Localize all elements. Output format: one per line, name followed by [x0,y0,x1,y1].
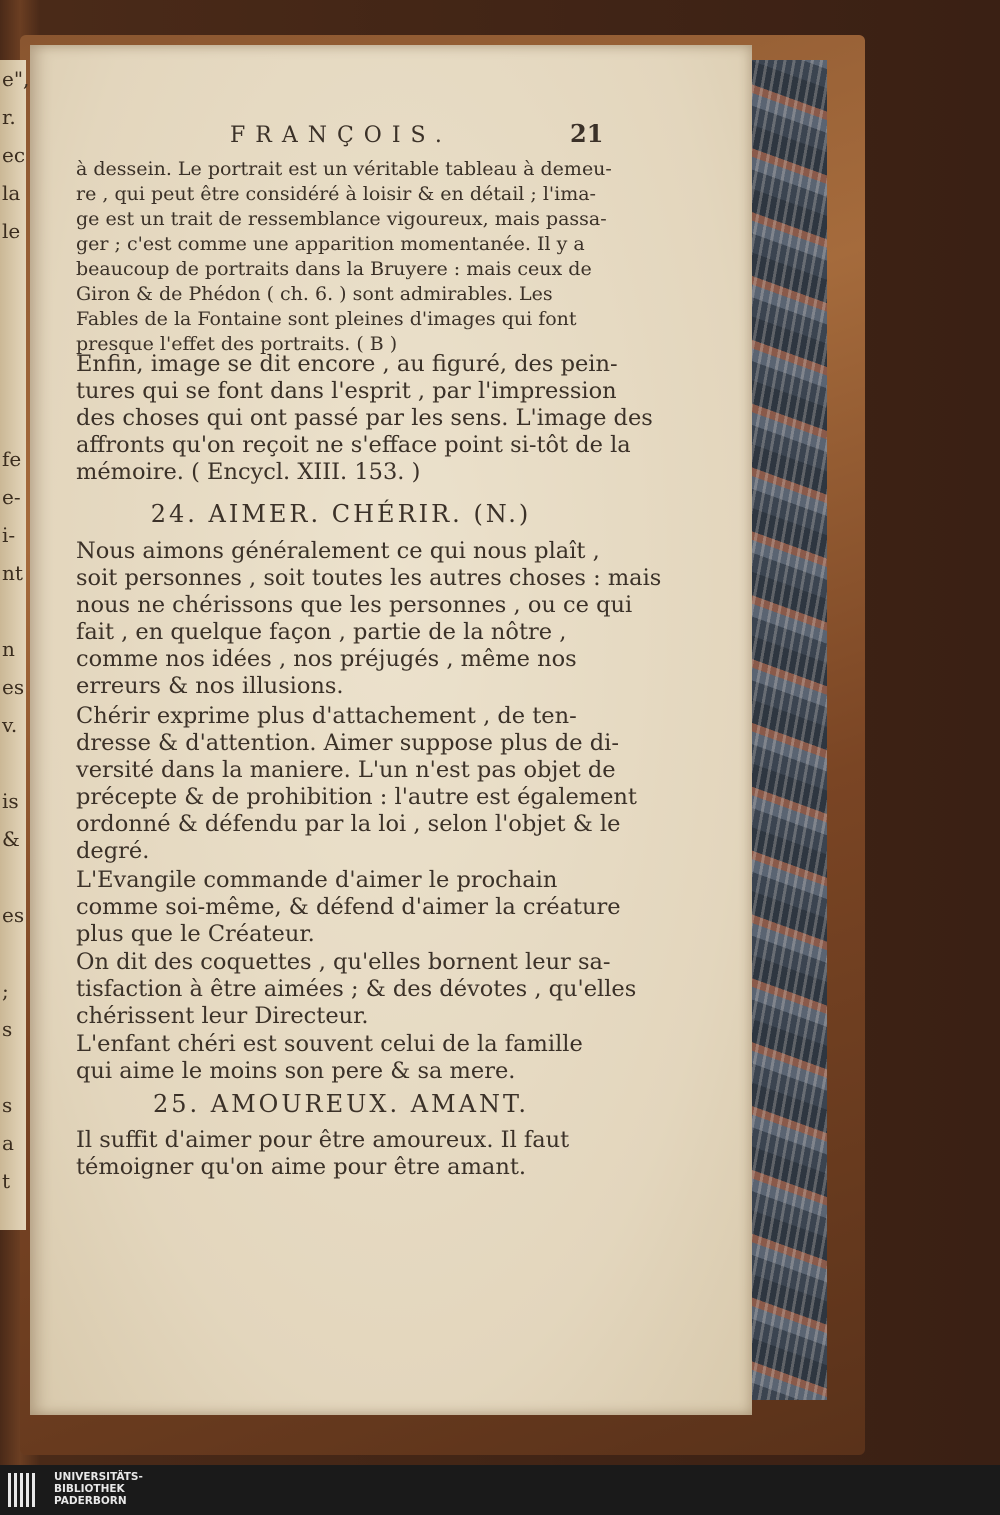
facing-page-text [0,744,26,782]
facing-page-text: i- [2,523,16,547]
marbled-page-edge [745,60,827,1400]
page-number: 21 [570,119,604,148]
text-line: L'Evangile commande d'aimer le prochain [76,867,558,893]
facing-page-text [0,1200,26,1238]
text-line: fait , en quelque façon , partie de la nôtre , [76,619,567,645]
paragraph-7 [76,1031,646,1085]
text-line: L'enfant chéri est souvent celui de la famille [76,1031,583,1057]
facing-page-text: ; [2,979,9,1003]
text-line: tures qui se font dans l'esprit , par l'impression [76,378,617,404]
facing-page-text: la [2,181,21,205]
paragraph-3 [76,538,662,700]
facing-page-text [0,592,26,630]
text-line: presque l'effet des portraits. ( B ) [76,333,398,355]
text-line: témoigner qu'on aime pour être amant. [76,1154,527,1180]
text-line: Il suffit d'aimer pour être amoureux. Il faut [76,1127,570,1153]
facing-page-text [0,326,26,364]
library-footer [0,1465,1000,1515]
facing-page-text: s [2,1017,13,1041]
text-line: re , qui peut être considéré à loisir & en détail ; l'ima- [76,183,596,205]
text-line: degré. [76,838,150,864]
facing-page-text: s [2,1093,13,1117]
text-line: des choses qui ont passé par les sens. L'image des [76,405,653,431]
text-line: soit personnes , soit toutes les autres choses : mais [76,565,662,591]
book-page [30,45,752,1415]
facing-page-text: es [2,903,25,927]
library-logo-text [54,1471,143,1507]
facing-page-text [0,288,26,326]
facing-page-text [0,934,26,972]
text-line: chérissent leur Directeur. [76,1003,369,1029]
text-line: erreurs & nos illusions. [76,673,344,699]
facing-page-fragment [0,60,30,1230]
text-line: affronts qu'on reçoit ne s'efface point si-tôt de la [76,432,631,458]
facing-page-text: t [2,1169,11,1193]
facing-page-text: fe [2,447,22,471]
facing-page-text: e- [2,485,21,509]
paragraph-1 [76,157,646,357]
library-logo-icon [8,1473,48,1507]
logo-line-2: BIBLIOTHEK [54,1483,125,1495]
text-line: dresse & d'attention. Aimer suppose plus de di- [76,730,619,756]
facing-page-text: ec [2,143,26,167]
facing-page-text: r. [2,105,16,129]
logo-line-1: UNIVERSITÄTS- [54,1471,143,1483]
text-line: versité dans la maniere. L'un n'est pas objet de [76,757,616,783]
paragraph-4 [76,703,646,865]
text-line: qui aime le moins son pere & sa mere. [76,1058,516,1084]
text-line: nous ne chérissons que les personnes , ou ce qui [76,592,633,618]
text-line: ger ; c'est comme une apparition momentanée. Il y a [76,233,585,255]
text-line: On dit des coquettes , qu'elles bornent leur sa- [76,949,611,975]
paragraph-8 [76,1127,646,1181]
section-heading-24: 24. AIMER. CHÉRIR. (N.) [150,500,532,528]
text-line: mémoire. ( Encycl. XIII. 153. ) [76,459,421,485]
facing-page-text: nt [2,561,23,585]
text-line: ge est un trait de ressemblance vigoureux, mais passa- [76,208,607,230]
text-line: ordonné & défendu par la loi , selon l'objet & le [76,811,621,837]
facing-page-text: es [2,675,25,699]
text-line: précepte & de prohibition : l'autre est également [76,784,637,810]
facing-page-text [0,250,26,288]
facing-page-text: v. [2,713,18,737]
facing-page-text: a [2,1131,14,1155]
text-line: plus que le Créateur. [76,921,315,947]
facing-page-text [0,364,26,402]
section-heading-25: 25. AMOUREUX. AMANT. [152,1090,530,1118]
text-line: comme nos idées , nos préjugés , même nos [76,646,577,672]
facing-page-text [0,402,26,440]
facing-page-text: & [2,827,20,851]
facing-page-text: is [2,789,19,813]
text-line: Chérir exprime plus d'attachement , de ten- [76,703,577,729]
running-head: FRANÇOIS. [230,123,452,148]
facing-page-text: e", [2,67,30,91]
text-line: Giron & de Phédon ( ch. 6. ) sont admirables. Les [76,283,553,305]
logo-line-3: PADERBORN [54,1495,127,1507]
text-line: Enfin, image se dit encore , au figuré, des pein- [76,351,618,377]
facing-page-text [0,858,26,896]
text-line: beaucoup de portraits dans la Bruyere : mais ceux de [76,258,592,280]
paragraph-5 [76,867,646,948]
text-line: Fables de la Fontaine sont pleines d'images qui font [76,308,577,330]
facing-page-text [0,1048,26,1086]
text-line: Nous aimons généralement ce qui nous plaît , [76,538,600,564]
paragraph-2 [76,351,653,486]
text-line: tisfaction à être aimées ; & des dévotes , qu'elles [76,976,637,1002]
paragraph-6 [76,949,646,1030]
text-line: comme soi-même, & défend d'aimer la créature [76,894,621,920]
facing-page-text: le [2,219,21,243]
text-line: à dessein. Le portrait est un véritable tableau à demeu- [76,158,612,180]
facing-page-text: n [2,637,15,661]
